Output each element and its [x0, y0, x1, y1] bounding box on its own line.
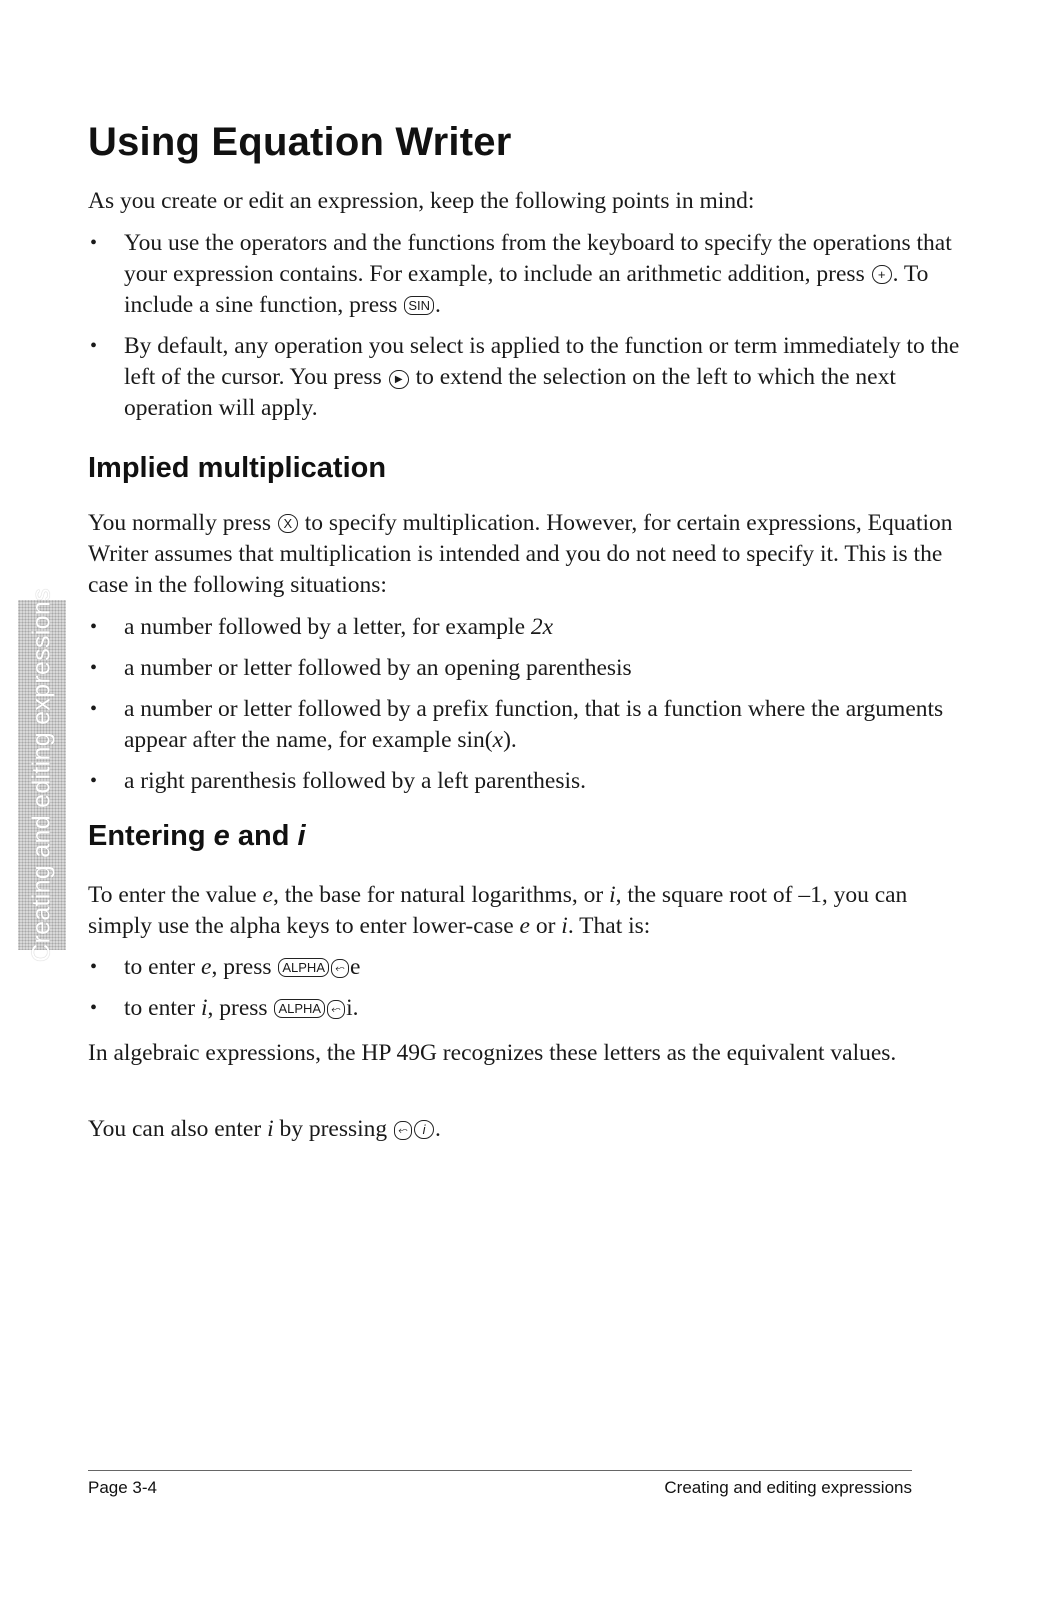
section-heading-implied: Implied multiplication: [88, 452, 387, 484]
intro-paragraph: [88, 186, 968, 217]
list-item: • a number followed by a letter, for example 2x: [88, 612, 978, 643]
left-shift-key-icon: ⬿: [394, 1121, 412, 1140]
list-item: • You use the operators and the functions from the keyboard to specify the operations that your expression contains. For example, to include an arithmetic addition, press + . To include a sine function, press SIN .: [88, 228, 978, 321]
times-key-icon: X: [278, 514, 298, 533]
footer-page-number: Page 3-4: [88, 1478, 157, 1497]
entering-paragraph: To enter the value e, the base for natural logarithms, or i, the square root of –1, you can simply use the alpha keys to enter lower-case e or i. That is:: [88, 882, 908, 939]
intro-text: As you create or edit an expression, keep the following points in mind:: [88, 188, 755, 214]
enter-i-paragraph: You can also enter i by pressing ⬿ i .: [88, 1116, 441, 1142]
plus-key-icon: +: [872, 265, 892, 284]
list-item: • By default, any operation you select is applied to the function or term immediately to the left of the cursor. You press ▶ to extend the selection on the left to which the next operation will apply.: [88, 331, 978, 424]
hp49g-paragraph: In algebraic expressions, the HP 49G recognizes these letters as the equivalent values.: [88, 1040, 897, 1066]
implied-paragraph: You normally press X to specify multiplication. However, for certain expressions, Equation Writer assumes that multiplication is intended and you do not need to specify it. This is the case in the following situations:: [88, 510, 953, 598]
alpha-key-icon: ALPHA: [278, 958, 329, 977]
left-shift-key-icon: ⬿: [327, 1000, 345, 1019]
list-item: • a number or letter followed by an opening parenthesis: [88, 653, 978, 684]
right-arrow-key-icon: ▶: [389, 370, 409, 389]
points-list: [88, 228, 978, 424]
list-item: • a right parenthesis followed by a left parenthesis.: [88, 766, 978, 797]
footer-divider: [88, 1470, 912, 1471]
side-tab-label: Creating and editing expressions: [27, 588, 56, 962]
footer-section-title: Creating and editing expressions: [664, 1478, 912, 1497]
page-title: Using Equation Writer: [88, 120, 512, 164]
list-item: • a number or letter followed by a prefix function, that is a function where the arguments appear after the name, for example sin(x).: [88, 694, 978, 756]
list-item: • to enter e, press ALPHA ⬿ e: [88, 952, 978, 983]
chapter-side-tab: [18, 588, 66, 962]
section-heading-entering: Entering e and i: [88, 820, 306, 852]
implied-cases-list: [88, 612, 978, 797]
alpha-key-icon: ALPHA: [274, 999, 325, 1018]
i-key-icon: i: [414, 1120, 434, 1139]
left-shift-key-icon: ⬿: [331, 959, 349, 978]
list-item: • to enter i, press ALPHA ⬿ i.: [88, 993, 978, 1024]
sin-key-icon: SIN: [404, 296, 434, 315]
entering-steps-list: [88, 952, 978, 1024]
